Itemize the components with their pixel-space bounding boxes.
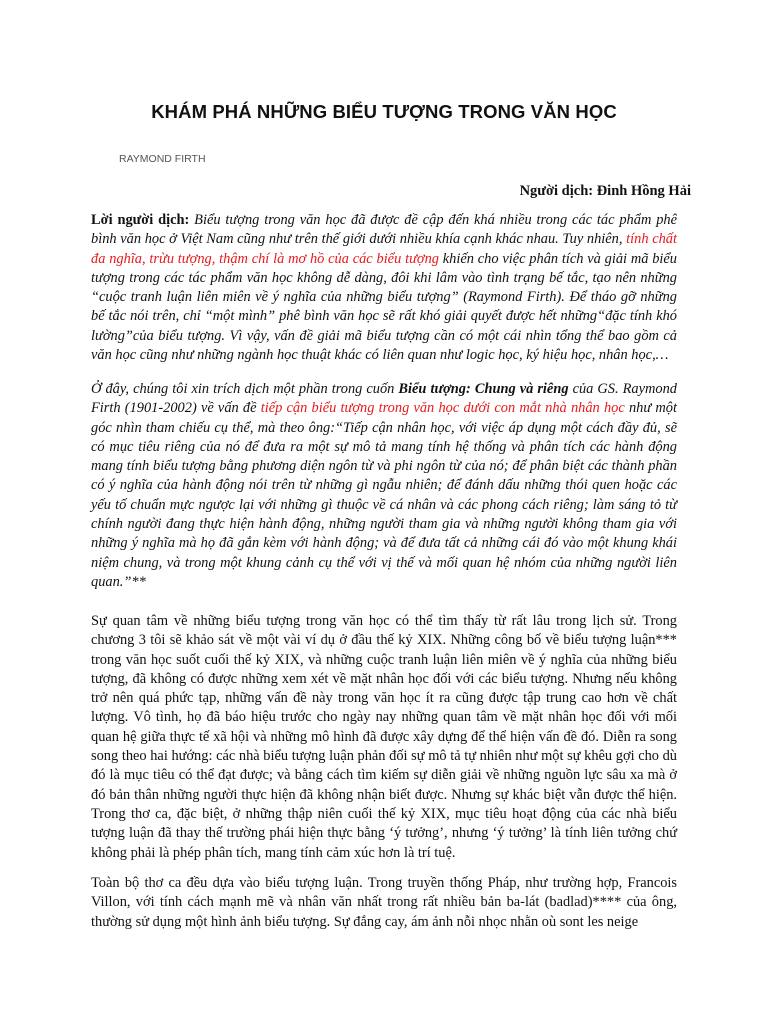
preface-text-2: khiến cho việc phân tích và giải mã biểu tượng trong các tác phẩm văn học không dễ dàng, đôi khi lâm vào tình trạng bế tắc, tạo nên những “cuộc tranh luận liên miên về ý nghĩa của những biểu tượng” (Raymond Firth). Để tháo gỡ những bế tắc nói trên, chỉ “một mình” phê bình văn học sẽ rất khó giải quyết được hết những“đặc tính khó lường”của biểu tượng. Vì vậy, vấn đề giải mã biểu tượng cần có một cái nhìn tổng thể bao gồm cả văn học cũng như những ngành học thuật khác có liên quan như logic học, ký hiệu học, nhân học,… bbox=[91, 250, 677, 364]
document-title: KHÁM PHÁ NHỮNG BIỂU TƯỢNG TRONG VĂN HỌC bbox=[151, 101, 617, 122]
body-paragraph-1: Sự quan tâm về những biểu tượng trong văn học có thể tìm thấy từ rất lâu trong lịch sử. Trong chương 3 tôi sẽ khảo sát về một vài ví dụ ở đầu thế kỷ XIX. Những công bố về biểu tượng luận*** trong văn học suốt cuối thế kỷ XIX, và những cuộc tranh luận liên miên về ý nghĩa của những biểu tượng, đã không có được những xem xét về mặt nhân học đối với các biểu tượng. Nhưng nếu không trở nên quá phức tạp, những vấn đề này trong văn học ít ra cũng được tập trung cao hơn về chất lượng. Vô tình, họ đã báo hiệu trước cho ngày nay những quan tâm về mặt nhân học đối với mối quan hệ giữa thực tế xã hội và những mô hình đã được xây dựng để thể hiện vấn đề đó. Diễn ra song song theo hai hướng: các nhà biểu tượng luận phản đối sự mô tả tự nhiên như một sự khêu gợi cho dù đó là mục tiêu có thể đạt được; và bằng cách tìm kiếm sự diễn giải về những nguồn lực sâu xa mà ở đó bản thân những người thực hiện đã không nhận biết được. Nhưng sự khác biệt vẫn được thể hiện. Trong thơ ca, đặc biệt, ở những thập niên cuối thế kỷ XIX, mục tiêu hoạt động của các nhà biểu tượng luận đã thay thế trường phái hiện thực bằng ‘ý tưởng’, nhưng ‘ý tưởng’ là tính liên tưởng chứ không phải là phép phân tích, mang tính cảm xúc hơn là trí tuệ. bbox=[91, 613, 677, 861]
body-paragraph-2: Toàn bộ thơ ca đều dựa vào biểu tượng luận. Trong truyền thống Pháp, như trường hợp, Francois Villon, với tính cách mạnh mẽ và nhân văn nhất trong rất nhiều bản ba-lát (badlad)**** của ông, thường sử dụng một hình ảnh biểu tượng. Sự đắng cay, ám ảnh nỗi nhọc nhằn où sont les neige bbox=[91, 875, 677, 930]
preface-text-1: Biểu tượng trong văn học đã được đề cập đến khá nhiều trong các tác phẩm phê bình văn học ở Việt Nam cũng như trên thế giới dưới nhiều khía cạnh khác nhau. Tuy nhiên, bbox=[91, 212, 677, 248]
intro-text-2: của GS. Raymond Firth (1901-2002) về vấn đề bbox=[91, 381, 677, 417]
intro-text-3: như một góc nhìn tham chiếu cụ thể, mà theo ông:“Tiếp cận nhân học, với việc áp dụng một cách đầy đủ, sẽ có mục tiêu riêng của nó để đưa ra một sự mô tả mang tính hệ thống và phân tích các hành động mang tính biểu tượng bằng phương diện ngôn từ và phi ngôn từ của nó; để phân biệt các thành phần có ý nghĩa của hành động nói trên từ những gì ngẫu nhiên; để đánh dấu những thói quen hoặc các yếu tố chuẩn mực ngược lại với những gì thuộc về cá nhân và các phong cách riêng; làm sáng tỏ từ chính người đang thực hiện hành động, những người tham gia và những người không tham gia với những ý nghĩa mà họ đã gắn kèm với hành động; và để đưa tất cả những cái đó vào một khung khái niệm chung, và trong một khung cảnh cụ thể với vị thế và mối quan hệ nhóm của những người liên quan.”** bbox=[91, 400, 677, 590]
translator-preface bbox=[91, 211, 677, 365]
translator-credit: Người dịch: Đinh Hồng Hải bbox=[519, 183, 691, 199]
book-title: Biểu tượng: Chung và riêng bbox=[398, 381, 569, 397]
intro-text-1: Ở đây, chúng tôi xin trích dịch một phần trong cuốn bbox=[91, 381, 399, 397]
preface-highlight: tính chất đa nghĩa, trừu tượng, thậm chí là mơ hồ của các biểu tượng bbox=[91, 231, 677, 267]
intro-highlight: tiếp cận biểu tượng trong văn học dưới con mắt nhà nhân học bbox=[260, 400, 625, 417]
intro-paragraph bbox=[91, 380, 677, 592]
author-name: RAYMOND FIRTH bbox=[119, 153, 206, 165]
preface-label: Lời người dịch: bbox=[91, 212, 190, 228]
